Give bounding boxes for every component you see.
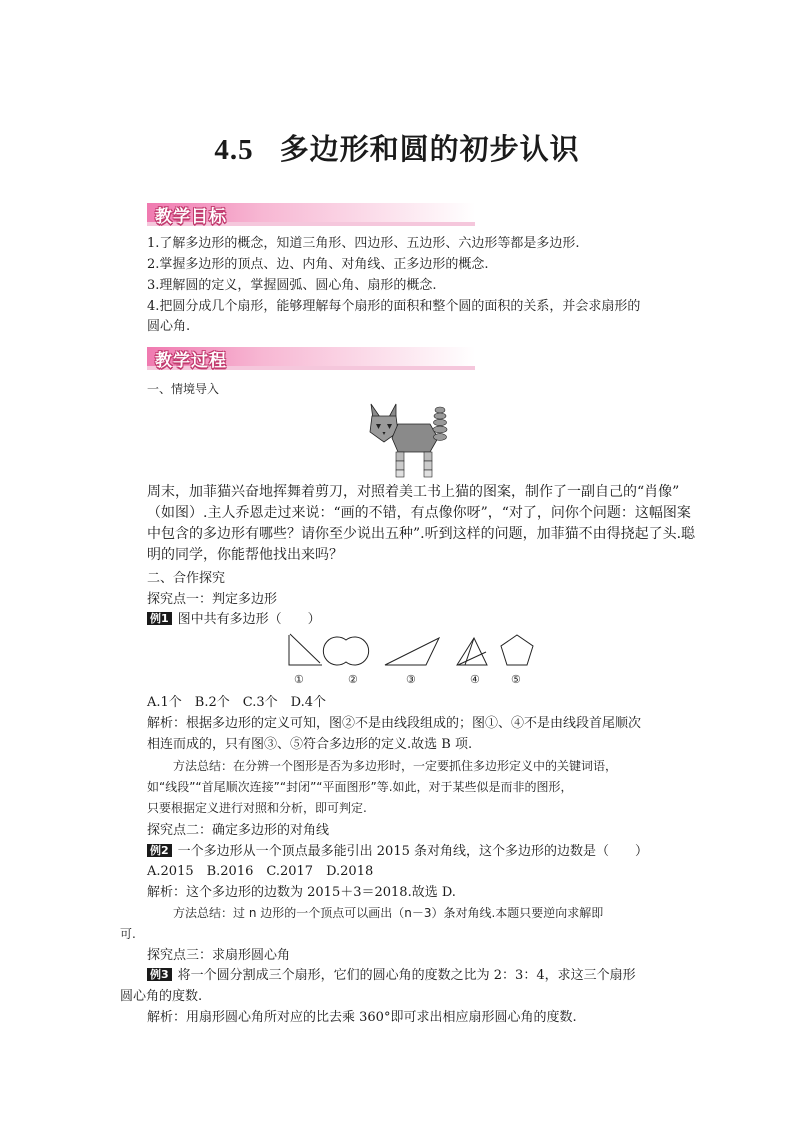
objective-line: 4.把圆分成几个扇形，能够理解每个扇形的面积和整个圆的面积的关系，并会求扇形的 xyxy=(147,299,641,314)
example1-summary-line: 方法总结：在分辨一个图形是否为多边形时，一定要抓住多边形定义中的关键词语， xyxy=(173,759,618,773)
point2-heading: 探究点二：确定多边形的对角线 xyxy=(147,823,330,838)
example1-badge: 例1 xyxy=(147,612,172,625)
intro-para-line: 明的同学，你能帮他找出来吗？ xyxy=(147,547,343,563)
shape-label: ① xyxy=(294,673,304,686)
example1-options: A.1个 B.2个 C.3个 D.4个 xyxy=(147,695,326,710)
page-title xyxy=(0,127,794,168)
process-heading: 教学过程 xyxy=(155,351,227,371)
objectives-banner xyxy=(147,200,475,228)
example2-text: 一个多边形从一个顶点最多能引出 2015 条对角线，这个多边形的边数是（ ） xyxy=(177,844,649,859)
shape-label: ② xyxy=(348,673,358,686)
objectives-heading: 教学目标 xyxy=(155,207,227,227)
example3-question-line xyxy=(147,967,687,984)
example2-summary-line: 可. xyxy=(120,927,136,941)
example2-question xyxy=(147,843,687,860)
point1-heading: 探究点一：判定多边形 xyxy=(147,592,278,607)
example2-summary-line: 方法总结：过 n 边形的一个顶点可以画出（n－3）条对角线.本题只要逆向求解即 xyxy=(173,906,604,920)
objective-line: 1.了解多边形的概念，知道三角形、四边形、五边形、六边形等都是多边形. xyxy=(147,236,580,251)
section-number: 4.5 xyxy=(214,134,254,166)
example3-analysis: 解析：用扇形圆心角所对应的比去乘 360°即可求出相应扇形圆心角的度数. xyxy=(147,1010,577,1025)
intro-para-line: （如图）.主人乔恩走过来说：“画的不错，有点像你呀”，“对了，问你个问题：这幅图案 xyxy=(147,505,691,521)
example2-badge: 例2 xyxy=(147,844,172,857)
example1-analysis-line: 解析：根据多边形的定义可知，图②不是由线段组成的；图①、④不是由线段首尾顺次 xyxy=(147,716,642,731)
intro-para-line: 中包含的多边形有哪些？请你至少说出五种”.听到这样的问题，加菲猫不由得挠起了头.聪 xyxy=(147,526,696,542)
cat-figure xyxy=(368,402,456,478)
example1-summary-line: 只要根据定义进行对照和分析，即可判定. xyxy=(147,801,367,815)
example3-question-line: 圆心角的度数. xyxy=(120,989,203,1004)
explore-heading: 二、合作探究 xyxy=(147,571,226,586)
example1-question xyxy=(147,611,687,628)
example1-summary-line: 如“线段”“首尾顺次连接”“封闭”“平面图形”等.如此，对于某些似是而非的图形， xyxy=(147,780,573,794)
objective-line: 2.掌握多边形的顶点、边、内角、对角线、正多边形的概念. xyxy=(147,257,489,272)
title-text: 多边形和圆的初步认识 xyxy=(279,132,580,166)
process-banner xyxy=(147,344,475,372)
intro-heading: 一、情境导入 xyxy=(147,382,220,396)
intro-para-line: 周末，加菲猫兴奋地挥舞着剪刀，对照着美工书上猫的图案，制作了一副自己的“肖像” xyxy=(147,484,680,500)
example1-text: 图中共有多边形（ ） xyxy=(177,612,321,627)
example3-text: 将一个圆分割成三个扇形，它们的圆心角的度数之比为 2：3：4，求这三个扇形 xyxy=(177,968,636,983)
example3-badge: 例3 xyxy=(147,968,172,981)
objective-line: 圆心角. xyxy=(147,319,191,334)
shape-label: ④ xyxy=(470,673,480,686)
point3-heading: 探究点三：求扇形圆心角 xyxy=(147,948,291,963)
shape-label: ⑤ xyxy=(511,673,521,686)
example2-analysis: 解析：这个多边形的边数为 2015＋3＝2018.故选 D. xyxy=(147,885,456,900)
shapes-figure xyxy=(282,632,542,672)
example1-analysis-line: 相连而成的，只有图③、⑤符合多边形的定义.故选 B 项. xyxy=(147,737,473,752)
objective-line: 3.理解圆的定义，掌握圆弧、圆心角、扇形的概念. xyxy=(147,278,437,293)
example2-options: A.2015 B.2016 C.2017 D.2018 xyxy=(147,864,374,879)
shape-label: ③ xyxy=(406,673,416,686)
